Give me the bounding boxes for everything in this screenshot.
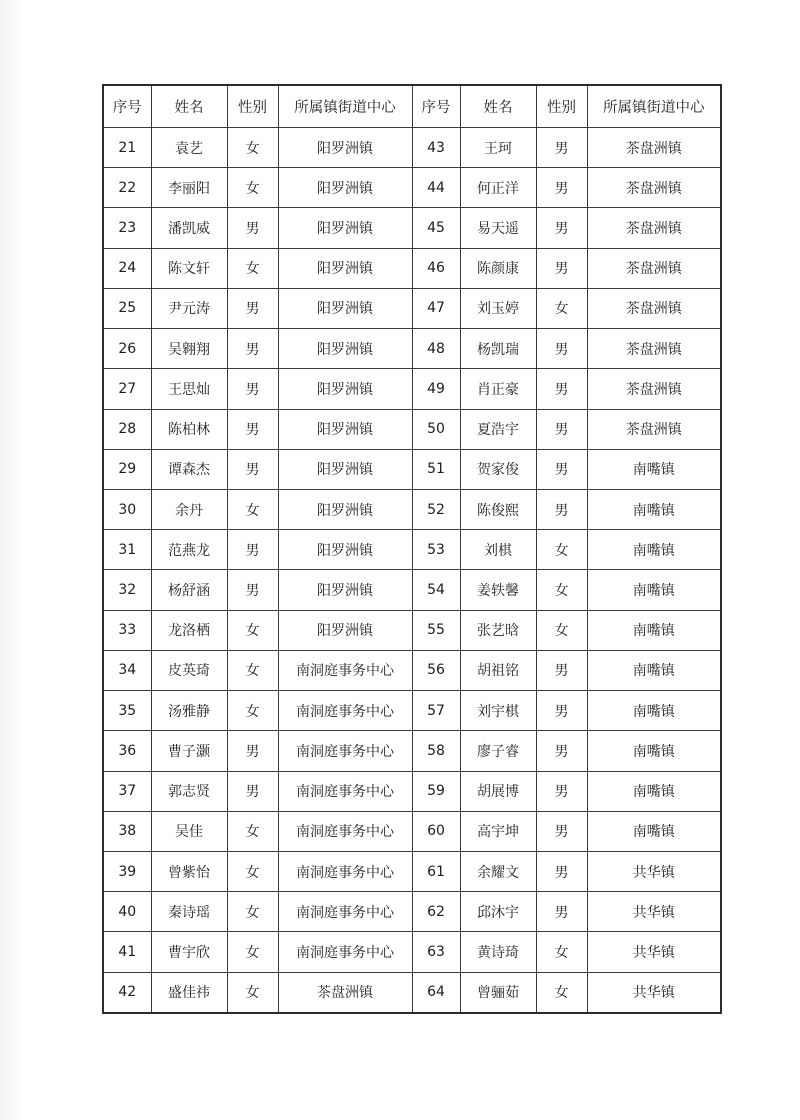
cell-gender-left: 男: [227, 369, 278, 409]
cell-name-left: 皮英琦: [151, 650, 227, 690]
cell-no-right: 43: [412, 128, 460, 168]
cell-name-left: 秦诗瑶: [151, 892, 227, 932]
cell-no-left: 23: [103, 208, 151, 248]
cell-gender-right: 男: [536, 892, 587, 932]
cell-no-left: 29: [103, 449, 151, 489]
cell-name-left: 陈文轩: [151, 248, 227, 288]
cell-name-right: 陈颜康: [460, 248, 536, 288]
cell-name-left: 龙洛栖: [151, 610, 227, 650]
table-row: [103, 168, 721, 208]
cell-gender-right: 女: [536, 530, 587, 570]
cell-gender-right: 男: [536, 128, 587, 168]
cell-name-right: 夏浩宇: [460, 409, 536, 449]
cell-name-right: 邱沐宇: [460, 892, 536, 932]
table-row: [103, 972, 721, 1013]
cell-no-right: 51: [412, 449, 460, 489]
cell-name-left: 范燕龙: [151, 530, 227, 570]
header-name-left: 姓名: [151, 85, 227, 128]
cell-name-left: 杨舒涵: [151, 570, 227, 610]
cell-unit-left: 阳罗洲镇: [278, 489, 412, 529]
cell-no-left: 36: [103, 731, 151, 771]
cell-unit-right: 茶盘洲镇: [587, 168, 721, 208]
cell-no-right: 48: [412, 329, 460, 369]
cell-no-right: 56: [412, 650, 460, 690]
roster-body: [103, 128, 721, 1014]
cell-no-right: 63: [412, 932, 460, 972]
cell-unit-right: 茶盘洲镇: [587, 128, 721, 168]
cell-unit-right: 南嘴镇: [587, 530, 721, 570]
cell-name-left: 尹元涛: [151, 288, 227, 328]
cell-gender-left: 女: [227, 610, 278, 650]
table-row: [103, 208, 721, 248]
cell-no-right: 59: [412, 771, 460, 811]
cell-unit-right: 南嘴镇: [587, 489, 721, 529]
cell-unit-left: 阳罗洲镇: [278, 409, 412, 449]
cell-no-left: 32: [103, 570, 151, 610]
cell-gender-left: 女: [227, 892, 278, 932]
cell-name-left: 袁艺: [151, 128, 227, 168]
cell-unit-right: 南嘴镇: [587, 650, 721, 690]
cell-gender-left: 女: [227, 168, 278, 208]
cell-name-right: 廖子睿: [460, 731, 536, 771]
cell-unit-left: 阳罗洲镇: [278, 208, 412, 248]
cell-gender-left: 女: [227, 128, 278, 168]
cell-unit-left: 阳罗洲镇: [278, 570, 412, 610]
cell-no-right: 53: [412, 530, 460, 570]
header-row: [103, 85, 721, 128]
cell-unit-left: 南洞庭事务中心: [278, 932, 412, 972]
cell-gender-right: 男: [536, 369, 587, 409]
cell-gender-right: 男: [536, 449, 587, 489]
cell-gender-right: 男: [536, 208, 587, 248]
cell-unit-left: 阳罗洲镇: [278, 168, 412, 208]
cell-name-left: 王思灿: [151, 369, 227, 409]
cell-no-right: 49: [412, 369, 460, 409]
cell-gender-right: 男: [536, 329, 587, 369]
cell-gender-right: 男: [536, 851, 587, 891]
table-row: [103, 731, 721, 771]
cell-unit-right: 茶盘洲镇: [587, 288, 721, 328]
cell-name-right: 贺家俊: [460, 449, 536, 489]
cell-unit-left: 阳罗洲镇: [278, 369, 412, 409]
cell-gender-right: 女: [536, 288, 587, 328]
header-gender-left: 性别: [227, 85, 278, 128]
cell-unit-right: 南嘴镇: [587, 449, 721, 489]
cell-no-right: 55: [412, 610, 460, 650]
cell-unit-left: 南洞庭事务中心: [278, 650, 412, 690]
cell-no-right: 52: [412, 489, 460, 529]
cell-name-right: 易天遥: [460, 208, 536, 248]
table-row: [103, 932, 721, 972]
cell-unit-right: 南嘴镇: [587, 691, 721, 731]
table-row: [103, 610, 721, 650]
cell-name-left: 谭森杰: [151, 449, 227, 489]
cell-gender-right: 男: [536, 650, 587, 690]
cell-no-left: 42: [103, 972, 151, 1013]
table-row: [103, 650, 721, 690]
header-no-left: 序号: [103, 85, 151, 128]
cell-unit-right: 共华镇: [587, 851, 721, 891]
cell-gender-right: 女: [536, 610, 587, 650]
cell-gender-right: 男: [536, 248, 587, 288]
cell-unit-right: 南嘴镇: [587, 570, 721, 610]
cell-gender-right: 男: [536, 731, 587, 771]
cell-name-left: 汤雅静: [151, 691, 227, 731]
cell-unit-right: 茶盘洲镇: [587, 248, 721, 288]
table-row: [103, 409, 721, 449]
cell-no-left: 37: [103, 771, 151, 811]
cell-name-right: 刘宇棋: [460, 691, 536, 731]
table-row: [103, 248, 721, 288]
cell-unit-right: 茶盘洲镇: [587, 329, 721, 369]
page-edge-shadow: [0, 0, 22, 1120]
cell-gender-right: 男: [536, 409, 587, 449]
cell-name-right: 何正洋: [460, 168, 536, 208]
cell-no-left: 27: [103, 369, 151, 409]
cell-no-left: 24: [103, 248, 151, 288]
cell-gender-left: 女: [227, 851, 278, 891]
cell-name-right: 杨凯瑞: [460, 329, 536, 369]
cell-name-left: 盛佳祎: [151, 972, 227, 1013]
table-row: [103, 288, 721, 328]
cell-name-left: 余丹: [151, 489, 227, 529]
cell-no-right: 45: [412, 208, 460, 248]
cell-name-right: 黄诗琦: [460, 932, 536, 972]
cell-no-left: 31: [103, 530, 151, 570]
cell-unit-right: 茶盘洲镇: [587, 208, 721, 248]
cell-no-right: 46: [412, 248, 460, 288]
cell-unit-left: 南洞庭事务中心: [278, 851, 412, 891]
cell-name-left: 潘凯威: [151, 208, 227, 248]
header-no-right: 序号: [412, 85, 460, 128]
cell-unit-left: 阳罗洲镇: [278, 288, 412, 328]
cell-gender-left: 男: [227, 288, 278, 328]
cell-unit-right: 茶盘洲镇: [587, 409, 721, 449]
header-name-right: 姓名: [460, 85, 536, 128]
cell-unit-right: 共华镇: [587, 932, 721, 972]
cell-unit-right: 南嘴镇: [587, 811, 721, 851]
table-row: [103, 369, 721, 409]
cell-name-right: 高宇坤: [460, 811, 536, 851]
cell-no-left: 34: [103, 650, 151, 690]
cell-name-right: 王珂: [460, 128, 536, 168]
table-row: [103, 489, 721, 529]
cell-unit-left: 阳罗洲镇: [278, 128, 412, 168]
cell-unit-left: 南洞庭事务中心: [278, 892, 412, 932]
cell-gender-left: 女: [227, 248, 278, 288]
cell-unit-left: 南洞庭事务中心: [278, 771, 412, 811]
cell-gender-left: 男: [227, 449, 278, 489]
cell-name-right: 胡展博: [460, 771, 536, 811]
cell-gender-right: 男: [536, 691, 587, 731]
cell-no-right: 47: [412, 288, 460, 328]
cell-gender-left: 女: [227, 972, 278, 1013]
table-row: [103, 811, 721, 851]
cell-no-left: 25: [103, 288, 151, 328]
cell-gender-right: 女: [536, 932, 587, 972]
cell-unit-right: 茶盘洲镇: [587, 369, 721, 409]
cell-no-right: 58: [412, 731, 460, 771]
cell-unit-right: 南嘴镇: [587, 610, 721, 650]
cell-no-right: 62: [412, 892, 460, 932]
cell-gender-right: 男: [536, 489, 587, 529]
cell-gender-right: 女: [536, 972, 587, 1013]
cell-unit-left: 南洞庭事务中心: [278, 731, 412, 771]
cell-no-right: 54: [412, 570, 460, 610]
cell-no-left: 30: [103, 489, 151, 529]
table-row: [103, 530, 721, 570]
cell-gender-left: 女: [227, 691, 278, 731]
cell-no-left: 40: [103, 892, 151, 932]
cell-name-right: 刘玉婷: [460, 288, 536, 328]
cell-unit-left: 茶盘洲镇: [278, 972, 412, 1013]
cell-name-left: 曹子灏: [151, 731, 227, 771]
cell-gender-left: 女: [227, 650, 278, 690]
table-row: [103, 691, 721, 731]
cell-unit-right: 南嘴镇: [587, 771, 721, 811]
cell-no-left: 38: [103, 811, 151, 851]
cell-gender-left: 男: [227, 409, 278, 449]
cell-no-left: 39: [103, 851, 151, 891]
cell-gender-left: 男: [227, 208, 278, 248]
cell-unit-right: 共华镇: [587, 892, 721, 932]
cell-gender-left: 女: [227, 489, 278, 529]
cell-no-right: 50: [412, 409, 460, 449]
cell-unit-left: 阳罗洲镇: [278, 449, 412, 489]
table-row: [103, 449, 721, 489]
cell-no-left: 35: [103, 691, 151, 731]
cell-no-left: 28: [103, 409, 151, 449]
header-gender-right: 性别: [536, 85, 587, 128]
cell-name-right: 张艺晗: [460, 610, 536, 650]
cell-gender-right: 男: [536, 168, 587, 208]
table-row: [103, 329, 721, 369]
cell-name-left: 吴佳: [151, 811, 227, 851]
cell-name-right: 胡祖铭: [460, 650, 536, 690]
cell-no-right: 64: [412, 972, 460, 1013]
cell-unit-left: 阳罗洲镇: [278, 248, 412, 288]
cell-unit-left: 阳罗洲镇: [278, 329, 412, 369]
cell-no-left: 22: [103, 168, 151, 208]
cell-gender-left: 男: [227, 771, 278, 811]
roster-table: [102, 84, 722, 1014]
cell-name-right: 曾骊茹: [460, 972, 536, 1013]
cell-gender-left: 男: [227, 530, 278, 570]
header-unit-left: 所属镇街道中心: [278, 85, 412, 128]
cell-name-left: 李丽阳: [151, 168, 227, 208]
cell-gender-left: 男: [227, 731, 278, 771]
cell-gender-right: 男: [536, 811, 587, 851]
cell-name-right: 肖正豪: [460, 369, 536, 409]
cell-name-left: 吴翱翔: [151, 329, 227, 369]
cell-no-left: 26: [103, 329, 151, 369]
cell-name-right: 姜轶馨: [460, 570, 536, 610]
table-row: [103, 851, 721, 891]
cell-name-right: 余耀文: [460, 851, 536, 891]
cell-unit-right: 共华镇: [587, 972, 721, 1013]
cell-no-left: 33: [103, 610, 151, 650]
cell-unit-left: 阳罗洲镇: [278, 530, 412, 570]
table-row: [103, 771, 721, 811]
header-unit-right: 所属镇街道中心: [587, 85, 721, 128]
cell-name-left: 曾紫怡: [151, 851, 227, 891]
cell-unit-left: 南洞庭事务中心: [278, 691, 412, 731]
cell-name-left: 郭志贤: [151, 771, 227, 811]
cell-gender-left: 男: [227, 329, 278, 369]
cell-name-left: 陈柏林: [151, 409, 227, 449]
cell-no-left: 21: [103, 128, 151, 168]
cell-no-right: 57: [412, 691, 460, 731]
cell-no-right: 44: [412, 168, 460, 208]
cell-gender-left: 女: [227, 811, 278, 851]
cell-no-left: 41: [103, 932, 151, 972]
cell-name-right: 刘棋: [460, 530, 536, 570]
cell-unit-right: 南嘴镇: [587, 731, 721, 771]
table-row: [103, 128, 721, 168]
cell-gender-right: 女: [536, 570, 587, 610]
table-row: [103, 570, 721, 610]
cell-unit-left: 南洞庭事务中心: [278, 811, 412, 851]
cell-name-left: 曹宇欣: [151, 932, 227, 972]
cell-unit-left: 阳罗洲镇: [278, 610, 412, 650]
cell-gender-right: 男: [536, 771, 587, 811]
cell-name-right: 陈俊熙: [460, 489, 536, 529]
table-row: [103, 892, 721, 932]
cell-no-right: 60: [412, 811, 460, 851]
cell-gender-left: 女: [227, 932, 278, 972]
cell-gender-left: 男: [227, 570, 278, 610]
cell-no-right: 61: [412, 851, 460, 891]
